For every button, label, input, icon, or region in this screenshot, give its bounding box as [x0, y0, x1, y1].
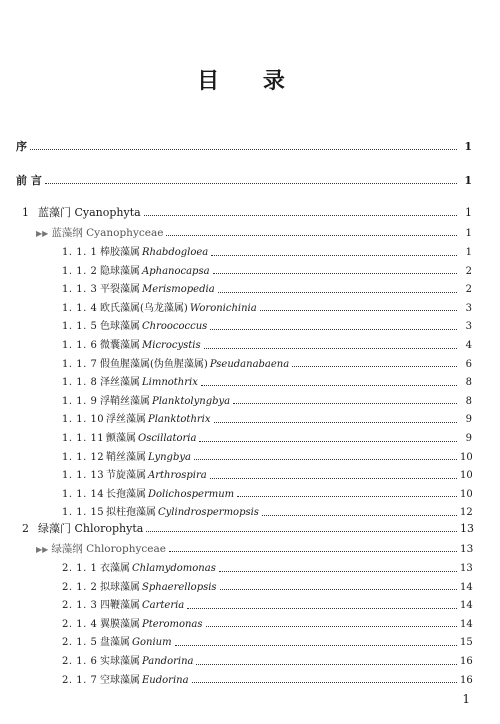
toc-genus-entry[interactable] — [62, 281, 472, 299]
section-number: 1. 1. 15 — [62, 507, 105, 519]
toc-page-number: 1 — [465, 206, 472, 219]
dot-leader — [218, 292, 457, 293]
dot-leader — [45, 183, 457, 184]
toc-entry-label: 序 — [16, 140, 27, 153]
genus-chinese-name: 欧氏藻属(乌龙藻属) — [100, 302, 188, 314]
genus-latin-name: Aphanocapsa — [142, 265, 210, 277]
toc-page-number: 14 — [460, 600, 473, 612]
double-arrow-icon: ▶ ▶ — [36, 229, 49, 238]
genus-name — [100, 597, 184, 615]
genus-latin-name: Chlamydomonas — [132, 563, 216, 574]
genus-name — [106, 449, 191, 467]
dot-leader — [204, 348, 457, 349]
genus-chinese-name: 颤藻属 — [106, 433, 136, 444]
section-number: 2. 1. 5 — [62, 637, 98, 649]
toc-genus-entry[interactable] — [62, 318, 472, 336]
genus-name — [106, 430, 196, 448]
page-number: 1 — [462, 692, 470, 706]
double-arrow-icon: ▶ ▶ — [36, 545, 49, 554]
toc-page-number: 12 — [460, 507, 473, 519]
section-number: 2. 1. 3 — [62, 600, 98, 612]
genus-chinese-name: 假鱼腥藻属(伪鱼腥藻属) — [100, 358, 208, 370]
genus-chinese-name: 拟柱孢藻属 — [106, 507, 156, 519]
toc-genus-entry[interactable] — [62, 300, 472, 318]
dot-leader — [262, 515, 457, 516]
class-title: 绿藻纲 Chlorophyceae — [51, 543, 166, 555]
toc-page-number: 13 — [460, 522, 474, 535]
toc-genus-entry[interactable] — [62, 393, 472, 411]
toc-page-number: 1 — [464, 174, 472, 187]
toc-page-number: 14 — [460, 618, 473, 630]
toc-genus-entry[interactable] — [62, 244, 472, 262]
genus-name — [106, 411, 211, 429]
section-number: 2. 1. 2 — [62, 581, 98, 593]
section-number: 1. 1. 11 — [62, 433, 105, 444]
toc-page-number: 2 — [465, 284, 472, 296]
dot-leader — [169, 551, 457, 552]
genus-chinese-name: 实球藻属 — [100, 656, 140, 667]
genus-latin-name: Rhabdogloea — [142, 247, 209, 258]
toc-genus-entry[interactable] — [62, 467, 472, 485]
section-number: 1. 1. 7 — [62, 358, 98, 370]
genus-latin-name: Limnothrix — [142, 377, 198, 389]
chapter-number: 2 — [22, 522, 29, 535]
section-number: 1. 1. 6 — [62, 340, 98, 351]
dot-leader — [220, 589, 457, 590]
toc-page-number: 4 — [465, 340, 472, 351]
genus-name — [100, 356, 289, 374]
dot-leader — [146, 531, 457, 532]
dot-leader — [192, 682, 457, 683]
dot-leader — [292, 366, 457, 367]
toc-genus-entry[interactable] — [62, 411, 472, 429]
genus-latin-name: Lyngbya — [148, 451, 191, 463]
toc-genus-entry[interactable] — [62, 653, 472, 671]
toc-page-number: 13 — [460, 563, 473, 574]
toc-page-number: 9 — [465, 433, 472, 444]
dot-leader — [187, 608, 457, 609]
genus-chinese-name: 棒胶藻属 — [100, 247, 140, 258]
genus-name — [100, 374, 198, 392]
genus-latin-name: Gonium — [132, 637, 172, 649]
genus-latin-name: Oscillatoria — [138, 433, 197, 444]
genus-name — [100, 616, 203, 634]
dot-leader — [196, 664, 457, 665]
section-number: 1. 1. 2 — [62, 265, 98, 277]
genus-chinese-name: 鞘丝藻属 — [106, 451, 146, 463]
genus-name — [100, 337, 201, 355]
toc-page-number: 15 — [460, 637, 473, 649]
class-title: 蓝藻纲 Cyanophyceae — [51, 227, 164, 239]
genus-name — [106, 486, 234, 504]
genus-chinese-name: 浮鞘丝藻属 — [100, 395, 150, 407]
section-number: 1. 1. 1 — [62, 247, 98, 258]
section-number: 1. 1. 8 — [62, 377, 98, 389]
genus-latin-name: Pteromonas — [142, 618, 203, 630]
genus-latin-name: Chroococcus — [142, 321, 208, 333]
dot-leader — [199, 441, 457, 442]
toc-class[interactable] — [36, 540, 472, 558]
genus-name — [100, 579, 217, 597]
section-number: 2. 1. 4 — [62, 618, 98, 630]
toc-page-number: 8 — [465, 395, 472, 407]
genus-name — [100, 318, 207, 336]
genus-latin-name: Microcystis — [142, 340, 201, 351]
toc-page-number: 10 — [460, 470, 473, 482]
genus-chinese-name: 拟球藻属 — [100, 581, 140, 593]
genus-name — [100, 634, 172, 652]
genus-name — [100, 300, 257, 318]
genus-chinese-name: 长孢藻属 — [106, 488, 146, 500]
toc-genus-entry[interactable] — [62, 672, 472, 690]
chapter-number: 1 — [22, 206, 29, 219]
genus-chinese-name: 盘藻属 — [100, 637, 130, 649]
toc-page-number: 14 — [460, 581, 473, 593]
toc-page-number: 2 — [465, 265, 472, 277]
section-number: 1. 1. 12 — [62, 451, 105, 463]
genus-name — [106, 467, 207, 485]
genus-name — [100, 281, 215, 299]
dot-leader — [214, 422, 457, 423]
toc-genus-entry[interactable] — [62, 560, 472, 578]
toc-page-number: 1 — [464, 140, 472, 153]
genus-name — [100, 672, 189, 690]
genus-latin-name: Planktothrix — [148, 414, 211, 426]
genus-latin-name: Carteria — [142, 600, 185, 612]
genus-chinese-name: 浮丝藻属 — [106, 414, 146, 426]
dot-leader — [211, 255, 457, 256]
dot-leader — [30, 149, 457, 150]
toc-page-number: 16 — [460, 656, 473, 667]
section-number: 1. 1. 5 — [62, 321, 98, 333]
genus-chinese-name: 空球藻属 — [100, 674, 140, 686]
toc-page-number: 1 — [465, 227, 472, 239]
toc-genus-entry[interactable] — [62, 597, 472, 615]
toc-genus-entry[interactable] — [62, 449, 472, 467]
genus-name — [100, 393, 230, 411]
toc-page-number: 3 — [465, 321, 472, 333]
dot-leader — [237, 496, 457, 497]
toc-page-number: 16 — [460, 674, 473, 686]
genus-latin-name: Eudorina — [142, 674, 189, 686]
genus-latin-name: Planktolyngbya — [152, 395, 231, 407]
toc-genus-entry[interactable] — [62, 374, 472, 392]
toc-genus-entry[interactable] — [62, 263, 472, 281]
genus-chinese-name: 衣藻属 — [100, 563, 130, 574]
genus-chinese-name: 泽丝藻属 — [100, 377, 140, 389]
section-number: 1. 1. 4 — [62, 302, 98, 314]
toc-genus-entry[interactable] — [62, 430, 472, 448]
section-number: 1. 1. 13 — [62, 470, 105, 482]
toc-front-item[interactable] — [16, 172, 472, 190]
page-title: 目 录 — [197, 68, 303, 94]
dot-leader — [175, 645, 457, 646]
genus-chinese-name: 色球藻属 — [100, 321, 140, 333]
dot-leader — [210, 329, 457, 330]
toc-entry-label: 前 言 — [16, 174, 42, 187]
genus-chinese-name: 节旋藻属 — [106, 470, 146, 482]
toc-chapter[interactable] — [22, 520, 472, 538]
toc-page-number: 13 — [460, 543, 474, 555]
section-number: 2. 1. 6 — [62, 656, 98, 667]
dot-leader — [210, 478, 457, 479]
genus-latin-name: Pseudanabaena — [209, 358, 290, 370]
chapter-title: 绿藻门 Chlorophyta — [38, 522, 144, 535]
toc-genus-entry[interactable] — [62, 634, 472, 652]
genus-name — [100, 244, 208, 262]
genus-latin-name: Pandorina — [142, 656, 194, 667]
genus-chinese-name: 平裂藻属 — [100, 284, 140, 296]
toc-page-number: 3 — [465, 302, 472, 314]
genus-latin-name: Arthrospira — [148, 470, 207, 482]
genus-latin-name: Dolichospermum — [148, 488, 235, 500]
toc-genus-entry[interactable] — [62, 486, 472, 504]
toc-page-number: 1 — [465, 247, 472, 258]
genus-name — [100, 653, 193, 671]
section-number: 2. 1. 1 — [62, 563, 98, 574]
toc-page-number: 9 — [465, 414, 472, 426]
toc-page-number: 8 — [465, 377, 472, 389]
section-number: 2. 1. 7 — [62, 674, 98, 686]
section-number: 1. 1. 14 — [62, 488, 105, 500]
genus-name — [100, 263, 210, 281]
dot-leader — [219, 571, 457, 572]
toc-page-number: 10 — [460, 451, 473, 463]
chapter-title: 蓝藻门 Cyanophyta — [38, 206, 141, 219]
section-number: 1. 1. 9 — [62, 395, 98, 407]
toc-page-number: 10 — [460, 488, 473, 500]
dot-leader — [201, 385, 457, 386]
genus-latin-name: Woronichinia — [189, 302, 257, 314]
toc-class[interactable] — [36, 224, 472, 242]
toc-genus-entry[interactable] — [62, 579, 472, 597]
toc-genus-entry[interactable] — [62, 337, 472, 355]
genus-latin-name: Cylindrospermopsis — [158, 507, 259, 519]
genus-chinese-name: 微囊藻属 — [100, 340, 140, 351]
toc-genus-entry[interactable] — [62, 616, 472, 634]
genus-chinese-name: 四鞭藻属 — [100, 600, 140, 612]
genus-latin-name: Merismopedia — [142, 284, 215, 296]
genus-chinese-name: 翼膜藻属 — [100, 618, 140, 630]
dot-leader — [206, 626, 457, 627]
dot-leader — [260, 310, 457, 311]
genus-chinese-name: 隐球藻属 — [100, 265, 140, 277]
section-number: 1. 1. 10 — [62, 414, 105, 426]
toc-page-number: 6 — [465, 358, 472, 370]
dot-leader — [144, 215, 457, 216]
toc-front-item[interactable] — [16, 138, 472, 156]
genus-name — [100, 560, 216, 578]
dot-leader — [166, 235, 457, 236]
toc-chapter[interactable] — [22, 204, 472, 222]
section-number: 1. 1. 3 — [62, 284, 98, 296]
dot-leader — [194, 459, 457, 460]
toc-genus-entry[interactable] — [62, 356, 472, 374]
genus-latin-name: Sphaerellopsis — [142, 581, 217, 593]
dot-leader — [213, 273, 457, 274]
dot-leader — [233, 403, 457, 404]
